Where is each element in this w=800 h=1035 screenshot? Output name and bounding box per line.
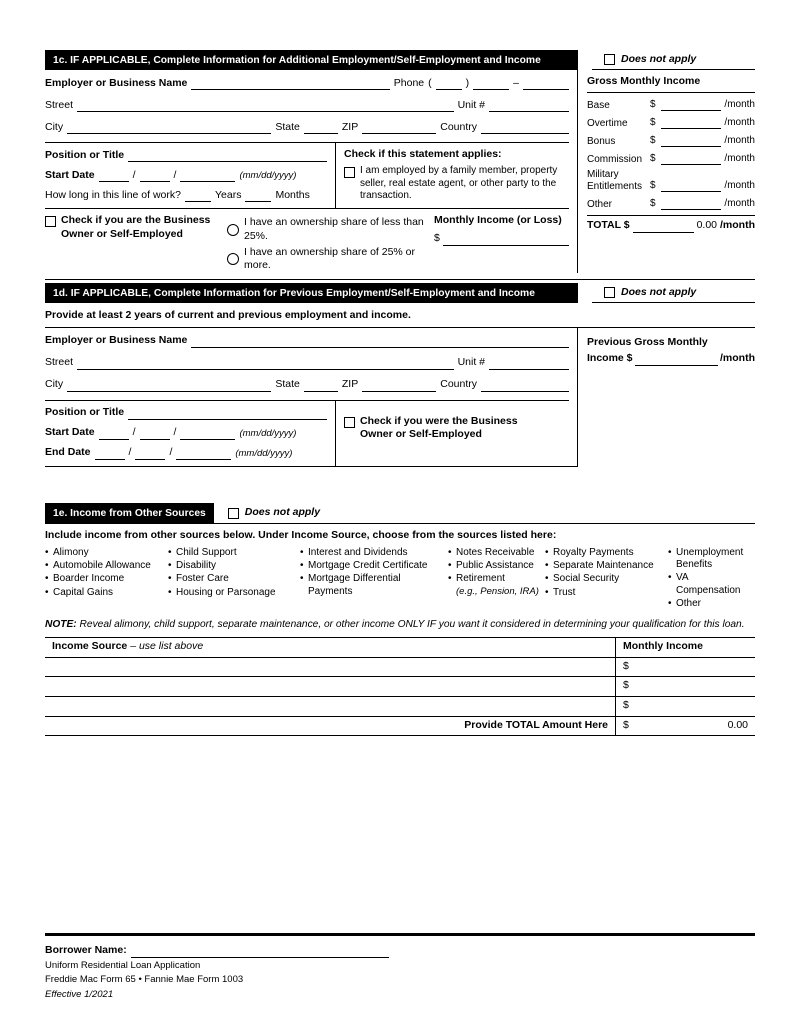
monthly-income-cell-3[interactable]: [616, 697, 755, 716]
state-field-1c[interactable]: [304, 120, 338, 134]
gmi-commission-per-month: /month: [724, 153, 755, 165]
section-1e-header-row: [45, 503, 755, 524]
bullet-icon: •: [668, 572, 672, 584]
gmi-bonus-row: [587, 133, 755, 147]
source-unemployment-benefits: [668, 547, 755, 571]
statement-option-1c: [344, 165, 569, 203]
phone-line-field-1c[interactable]: [523, 76, 569, 90]
monthly-income-label-1c: Monthly Income (or Loss): [434, 214, 562, 227]
position-row-1c: [45, 148, 327, 162]
borrower-name-row: [45, 944, 755, 958]
source-label: Royalty Payments: [553, 547, 634, 559]
section-1d-title-bar: 1d. IF APPLICABLE, Complete Information for Previous Employment/Self-Employment and Income: [45, 283, 578, 303]
source-mortgage-differential-payments: [300, 573, 448, 597]
business-owner-label-line1-1d: Check if you were the Business: [360, 415, 518, 428]
street-label-1d: Street: [45, 356, 74, 369]
end-date-month-field-1d[interactable]: [95, 446, 125, 460]
business-owner-check-1d: [335, 401, 569, 466]
gmi-overtime-row: [587, 115, 755, 129]
source-public-assistance: [448, 560, 545, 572]
source-label: Automobile Allowance: [53, 560, 151, 572]
form-effective-date: Effective 1/2021: [45, 988, 114, 1000]
ownership-under-25-radio[interactable]: [227, 224, 239, 236]
how-long-label-1c: How long in this line of work?: [45, 188, 181, 201]
dollar-sign: $: [623, 718, 629, 731]
business-owner-label-line2-1d: Owner or Self-Employed: [360, 428, 482, 441]
end-date-day-field-1d[interactable]: [135, 446, 165, 460]
source-label: Mortgage Differential Payments: [308, 573, 401, 597]
dollar-sign: $: [623, 699, 629, 712]
date-format-hint-1d-end: (mm/dd/yyyy): [235, 447, 293, 459]
start-date-label-1c: Start Date: [45, 168, 95, 181]
source-interest-and-dividends: [300, 547, 448, 559]
bullet-icon: •: [168, 586, 172, 598]
date-slash-icon: /: [132, 168, 136, 181]
gmi-other-per-month: /month: [724, 198, 755, 210]
business-owner-label-1d: [360, 415, 518, 466]
section-1c-title-bar: 1c. IF APPLICABLE, Complete Information for Additional Employment/Self-Employment and Income: [45, 50, 578, 70]
does-not-apply-checkbox-1d[interactable]: [604, 287, 615, 298]
source-column-6: [668, 546, 755, 610]
zip-label-1d: ZIP: [341, 378, 359, 391]
section-1d-header-row: [45, 283, 755, 303]
source-royalty-payments: [545, 547, 668, 559]
statement-box-1c: [335, 143, 569, 208]
ownership-25-or-more-row: [227, 246, 434, 273]
country-label-1d: Country: [440, 378, 477, 391]
gmi-total-value: 0.00: [696, 219, 717, 232]
date-slash-icon: /: [173, 426, 177, 439]
city-row-1d: [45, 378, 569, 392]
source-va-compensation: [668, 572, 755, 596]
source-separate-maintenance: [545, 560, 668, 572]
dollar-sign: $: [650, 198, 656, 210]
family-member-checkbox-1c[interactable]: [344, 167, 355, 178]
bullet-icon: •: [668, 547, 672, 559]
monthly-income-field-1c[interactable]: [443, 232, 569, 246]
monthly-income-cell-2[interactable]: [616, 677, 755, 696]
ownership-under-25-row: [227, 216, 434, 243]
date-slash-icon: /: [173, 168, 177, 181]
section-1d: [45, 283, 755, 467]
unit-label-1d: Unit #: [457, 356, 485, 369]
dollar-sign: $: [434, 232, 440, 245]
date-slash-icon: /: [169, 446, 173, 459]
section-1e-title-bar: 1e. Income from Other Sources: [45, 503, 214, 523]
gross-monthly-income-title: Gross Monthly Income: [587, 75, 755, 93]
months-field-1c[interactable]: [245, 188, 271, 202]
employer-name-field-1c[interactable]: [191, 76, 389, 90]
employer-row-1c: [45, 76, 569, 90]
business-owner-checkbox-1d[interactable]: [344, 417, 355, 428]
gross-monthly-income-panel: [578, 70, 755, 273]
gmi-military-row: [587, 169, 755, 192]
source-label: Child Support: [176, 547, 237, 559]
bullet-icon: •: [300, 573, 304, 585]
start-date-year-field-1c[interactable]: [180, 168, 235, 182]
business-owner-label-1c: [61, 214, 210, 273]
source-housing-or-parsonage: [168, 587, 300, 599]
city-label-1d: City: [45, 378, 64, 391]
start-date-month-field-1c[interactable]: [99, 168, 129, 182]
total-amount-value: 0.00: [727, 718, 748, 731]
provide-two-years-note: Provide at least 2 years of current and previous employment and income.: [45, 303, 755, 328]
total-amount-label: Provide TOTAL Amount Here: [45, 717, 616, 736]
source-label: [456, 573, 539, 597]
previous-income-row: [587, 352, 755, 366]
dollar-sign: $: [650, 180, 656, 192]
street-row-1c: [45, 98, 569, 112]
gmi-other-field[interactable]: [661, 196, 721, 210]
source-label: Interest and Dividends: [308, 547, 408, 559]
country-label-1c: Country: [440, 120, 477, 133]
source-label: Alimony: [53, 547, 89, 559]
income-source-total-row: [45, 717, 755, 737]
form-numbers: Freddie Mac Form 65 • Fannie Mae Form 1003: [45, 974, 244, 986]
qualification-note: [45, 618, 755, 631]
income-source-header-cell: [45, 638, 616, 657]
position-column-1c: [45, 143, 335, 208]
gmi-commission-label: Commission: [587, 153, 643, 165]
monthly-income-box-1c: [434, 214, 569, 273]
state-label-1d: State: [275, 378, 300, 391]
source-label: Unemployment Benefits: [676, 547, 744, 571]
borrower-name-label: Borrower Name:: [45, 944, 127, 957]
business-owner-label-line2-1c: Owner or Self-Employed: [61, 227, 183, 240]
previous-income-per-month: /month: [720, 352, 755, 365]
unit-label-1c: Unit #: [457, 98, 485, 111]
source-retirement-example: (e.g., Pension, IRA): [456, 585, 539, 597]
gmi-commission-row: [587, 151, 755, 165]
does-not-apply-label-1d: Does not apply: [621, 285, 697, 298]
bullet-icon: •: [168, 573, 172, 585]
previous-income-label-line2: Income $: [587, 352, 633, 365]
date-format-hint-1c: (mm/dd/yyyy): [239, 170, 297, 182]
country-field-1c[interactable]: [481, 120, 569, 134]
employer-name-field-1d[interactable]: [191, 334, 569, 348]
years-label-1c: Years: [214, 188, 242, 201]
source-label: Housing or Parsonage: [176, 586, 276, 598]
source-retirement: [448, 573, 545, 597]
section-1c-body: [45, 70, 755, 280]
gmi-commission-field[interactable]: [661, 151, 721, 165]
gmi-other-row: [587, 196, 755, 210]
city-field-1c[interactable]: [67, 120, 271, 134]
bullet-icon: •: [45, 586, 49, 598]
income-source-field-1[interactable]: [45, 658, 616, 677]
gmi-total-row: [587, 215, 755, 235]
start-date-year-field-1d[interactable]: [180, 426, 235, 440]
source-label: Foster Care: [176, 573, 229, 585]
source-label: Trust: [553, 586, 576, 598]
ownership-25-or-more-label: I have an ownership share of 25% or more.: [244, 245, 416, 272]
business-owner-row-1c: [45, 208, 569, 273]
phone-area-field-1c[interactable]: [436, 76, 462, 90]
bullet-icon: •: [45, 560, 49, 572]
bullet-icon: •: [545, 573, 549, 585]
page-footer: [45, 933, 755, 1001]
date-format-hint-1d-start: (mm/dd/yyyy): [239, 427, 297, 439]
dollar-sign: $: [650, 153, 656, 165]
gmi-base-per-month: /month: [724, 99, 755, 111]
income-source-header-hint: – use list above: [130, 640, 204, 653]
gmi-base-label: Base: [587, 99, 610, 111]
total-amount-cell: [616, 717, 755, 736]
position-label-1d: Position or Title: [45, 406, 125, 419]
zip-label-1c: ZIP: [341, 120, 359, 133]
source-label: Boarder Income: [53, 573, 125, 585]
street-label-1c: Street: [45, 98, 74, 111]
monthly-income-row-1c: [434, 232, 569, 246]
ownership-under-25-label: I have an ownership share of less than 25%.: [244, 216, 424, 243]
does-not-apply-label-1c: Does not apply: [621, 52, 697, 65]
position-row-1d: [45, 406, 327, 420]
phone-dash-1c: –: [513, 76, 519, 89]
dollar-sign: $: [623, 679, 629, 692]
dollar-sign: $: [650, 99, 656, 111]
section-1c-header-row: [45, 50, 755, 70]
section-1c-main: [45, 70, 578, 273]
business-owner-check-1c: [45, 214, 227, 273]
source-label: Notes Receivable: [456, 547, 535, 559]
phone-prefix-field-1c[interactable]: [473, 76, 509, 90]
bullet-icon: •: [168, 547, 172, 559]
gmi-overtime-field[interactable]: [661, 115, 721, 129]
source-column-3: [300, 546, 448, 610]
does-not-apply-checkbox-1c[interactable]: [604, 54, 615, 65]
source-alimony: [45, 547, 168, 559]
how-long-row-1c: [45, 188, 327, 202]
phone-close-paren-1c: ): [465, 76, 470, 89]
gmi-total-per-month: /month: [720, 219, 755, 232]
income-source-list: [45, 546, 755, 610]
footer-divider: [45, 933, 755, 936]
gmi-bonus-label: Bonus: [587, 135, 616, 147]
income-source-row-3: [45, 697, 755, 717]
source-label: Capital Gains: [53, 586, 114, 598]
employer-label-1c: Employer or Business Name: [45, 76, 188, 89]
income-source-header-bold: Income Source: [52, 640, 128, 653]
city-label-1c: City: [45, 120, 64, 133]
note-text: Reveal alimony, child support, separate maintenance, or other income ONLY IF you want it considered in determining your qualification for this loan.: [79, 618, 745, 630]
source-column-2: [168, 546, 300, 610]
gmi-total-field[interactable]: [633, 219, 694, 233]
bullet-icon: •: [668, 597, 672, 609]
gmi-bonus-per-month: /month: [724, 135, 755, 147]
form-name: Uniform Residential Loan Application: [45, 960, 201, 971]
income-source-table-header: [45, 638, 755, 658]
bullet-icon: •: [448, 560, 452, 572]
does-not-apply-label-1e: Does not apply: [244, 506, 321, 519]
ownership-options-1c: [227, 214, 434, 273]
previous-gross-monthly-panel: [578, 328, 755, 467]
bullet-icon: •: [448, 547, 452, 559]
borrower-name-field[interactable]: [131, 944, 389, 958]
bullet-icon: •: [45, 547, 49, 559]
start-date-day-field-1d[interactable]: [140, 426, 170, 440]
date-slash-icon: /: [128, 446, 132, 459]
source-child-support: [168, 547, 300, 559]
source-foster-care: [168, 573, 300, 585]
source-retirement-text: Retirement: [456, 573, 505, 585]
income-source-table: [45, 637, 755, 736]
source-capital-gains: [45, 587, 168, 599]
income-source-row-1: [45, 658, 755, 678]
source-label: Public Assistance: [456, 560, 534, 572]
source-boarder-income: [45, 573, 168, 585]
city-row-1c: [45, 120, 569, 134]
bullet-icon: •: [545, 560, 549, 572]
gmi-bonus-field[interactable]: [661, 133, 721, 147]
statement-text-1c: I am employed by a family member, property seller, real estate agent, or other party to the transaction.: [360, 165, 558, 202]
dollar-sign: $: [650, 135, 656, 147]
source-label: VA Compensation: [676, 572, 741, 596]
section-1d-body: [45, 328, 755, 467]
note-label: NOTE:: [45, 618, 77, 630]
end-date-label-1d: End Date: [45, 446, 91, 459]
source-column-4: [448, 546, 545, 610]
bullet-icon: •: [545, 586, 549, 598]
unit-field-1d[interactable]: [489, 356, 569, 370]
source-column-5: [545, 546, 668, 610]
city-field-1d[interactable]: [67, 378, 271, 392]
bullet-icon: •: [448, 573, 452, 585]
start-date-day-field-1c[interactable]: [140, 168, 170, 182]
income-source-field-3[interactable]: [45, 697, 616, 716]
source-column-1: [45, 546, 168, 610]
years-field-1c[interactable]: [185, 188, 211, 202]
section-1e-does-not-apply: [228, 503, 320, 523]
income-source-row-2: [45, 677, 755, 697]
start-date-label-1d: Start Date: [45, 426, 95, 439]
start-date-row-1d: [45, 426, 327, 440]
source-social-security: [545, 573, 668, 585]
employer-label-1d: Employer or Business Name: [45, 334, 188, 347]
ownership-25-or-more-radio[interactable]: [227, 253, 239, 265]
business-owner-checkbox-1c[interactable]: [45, 216, 56, 227]
source-automobile-allowance: [45, 560, 168, 572]
section-1c: [45, 50, 755, 280]
street-field-1d[interactable]: [77, 356, 454, 370]
previous-income-label-line1: Previous Gross Monthly: [587, 336, 708, 349]
source-other: [668, 598, 755, 610]
section-1d-main: [45, 328, 578, 467]
start-date-month-field-1d[interactable]: [99, 426, 129, 440]
income-source-field-2[interactable]: [45, 677, 616, 696]
gmi-military-field[interactable]: [661, 178, 721, 192]
source-label: Mortgage Credit Certificate: [308, 560, 428, 572]
gmi-base-field[interactable]: [661, 97, 721, 111]
position-block-1d: [45, 400, 569, 466]
months-label-1c: Months: [275, 188, 310, 201]
previous-income-field[interactable]: [635, 352, 718, 366]
gmi-military-per-month: /month: [724, 180, 755, 192]
start-date-row-1c: [45, 168, 327, 182]
date-slash-icon: /: [132, 426, 136, 439]
source-mortgage-credit-certificate: [300, 560, 448, 572]
position-field-1c[interactable]: [128, 148, 327, 162]
dollar-sign: $: [650, 117, 656, 129]
zip-field-1d[interactable]: [362, 378, 436, 392]
gmi-military-label: Military Entitlements: [587, 169, 643, 192]
monthly-income-cell-1[interactable]: [616, 658, 755, 677]
source-disability: [168, 560, 300, 572]
employer-row-1d: [45, 334, 569, 348]
zip-field-1c[interactable]: [362, 120, 436, 134]
does-not-apply-checkbox-1e[interactable]: [228, 508, 239, 519]
source-notes-receivable: [448, 547, 545, 559]
bullet-icon: •: [545, 547, 549, 559]
street-field-1c[interactable]: [77, 98, 454, 112]
street-row-1d: [45, 356, 569, 370]
source-label: Social Security: [553, 573, 620, 585]
gmi-other-label: Other: [587, 198, 613, 210]
position-label-1c: Position or Title: [45, 148, 125, 161]
country-field-1d[interactable]: [481, 378, 569, 392]
unit-field-1c[interactable]: [489, 98, 569, 112]
section-1c-does-not-apply: [592, 50, 755, 70]
bullet-icon: •: [168, 560, 172, 572]
position-field-1d[interactable]: [128, 406, 327, 420]
other-sources-intro: Include income from other sources below. Under Income Source, choose from the sources listed here:: [45, 529, 557, 542]
position-column-1d: [45, 401, 335, 466]
source-label: Other: [676, 597, 702, 609]
bullet-icon: •: [300, 547, 304, 559]
bullet-icon: •: [45, 573, 49, 585]
state-field-1d[interactable]: [304, 378, 338, 392]
gmi-base-row: [587, 97, 755, 111]
monthly-income-header-cell: Monthly Income: [623, 640, 703, 653]
dollar-sign: $: [623, 659, 629, 672]
phone-label-1c: Phone: [393, 76, 425, 89]
gmi-total-label: TOTAL $: [587, 219, 630, 232]
source-label: Disability: [176, 560, 217, 572]
source-label: Separate Maintenance: [553, 560, 654, 572]
source-trust: [545, 587, 668, 599]
section-1d-does-not-apply: [592, 283, 755, 303]
gmi-overtime-label: Overtime: [587, 117, 628, 129]
end-date-row-1d: [45, 446, 327, 460]
statement-title-1c: Check if this statement applies:: [344, 148, 502, 161]
business-owner-label-line1-1c: Check if you are the Business: [61, 214, 211, 227]
state-label-1c: State: [275, 120, 300, 133]
end-date-year-field-1d[interactable]: [176, 446, 231, 460]
phone-open-paren-1c: (: [428, 76, 432, 89]
gmi-overtime-per-month: /month: [724, 117, 755, 129]
bullet-icon: •: [300, 560, 304, 572]
section-1e: [45, 503, 755, 736]
position-block-1c: [45, 142, 569, 208]
